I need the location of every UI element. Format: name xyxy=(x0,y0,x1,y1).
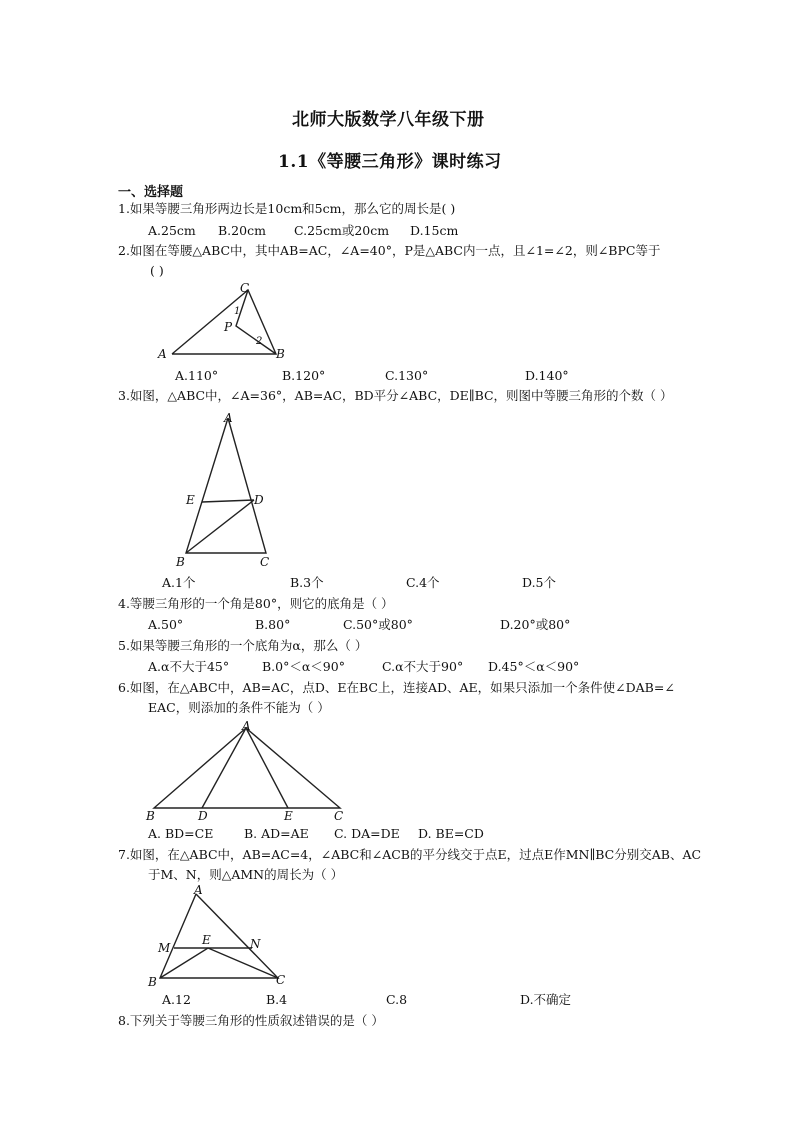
question-1-option-d: D.15cm xyxy=(410,223,459,238)
document-subtitle: 1.1《等腰三角形》课时练习 xyxy=(278,152,502,172)
question-4-option-b: B.80° xyxy=(255,617,291,632)
label-c: C xyxy=(240,281,250,295)
question-7-figure xyxy=(144,884,294,989)
label-b: B xyxy=(146,809,155,823)
label-a: A xyxy=(158,347,167,361)
question-3-option-d: D.5个 xyxy=(522,575,557,590)
label-d: D xyxy=(198,809,208,823)
question-5-option-d: D.45°＜α＜90° xyxy=(488,659,580,674)
label-b: B xyxy=(148,975,157,989)
segment-bd xyxy=(186,500,254,553)
question-1-option-a: A.25cm xyxy=(148,223,196,238)
question-3-figure xyxy=(170,410,290,570)
question-2-option-b: B.120° xyxy=(282,368,326,383)
segment-ad xyxy=(202,728,246,808)
triangle-abc xyxy=(160,894,278,978)
question-1-option-c: C.25cm或20cm xyxy=(294,223,390,238)
question-6-option-d: D. BE=CD xyxy=(418,826,484,841)
segment-ae xyxy=(246,728,288,808)
question-7-option-b: B.4 xyxy=(266,992,288,1007)
question-2-stem-bracket: ( ) xyxy=(150,263,164,278)
label-e: E xyxy=(186,493,195,507)
question-2-figure xyxy=(150,280,290,365)
segment-de xyxy=(202,500,254,502)
question-7-stem-continued: 于M、N，则△AMN的周长为（ ） xyxy=(148,867,344,882)
label-a: A xyxy=(224,411,233,425)
question-2-option-a: A.110° xyxy=(175,368,219,383)
label-c: C xyxy=(276,973,286,987)
question-6-option-b: B. AD=AE xyxy=(244,826,309,841)
question-8-stem: 8.下列关于等腰三角形的性质叙述错误的是（ ） xyxy=(118,1013,384,1028)
question-4-stem: 4.等腰三角形的一个角是80°，则它的底角是（ ） xyxy=(118,596,394,611)
question-7-stem: 7.如图，在△ABC中，AB=AC=4，∠ABC和∠ACB的平分线交于点E，过点E作MN∥BC分别交AB、AC xyxy=(118,847,702,862)
question-3-option-c: C.4个 xyxy=(406,575,440,590)
label-b: B xyxy=(176,555,185,569)
label-p: P xyxy=(224,320,233,334)
label-angle-1: 1 xyxy=(234,306,241,317)
question-6-figure xyxy=(140,718,365,823)
question-6-stem-continued: EAC，则添加的条件不能为（ ） xyxy=(148,700,330,715)
question-2-option-d: D.140° xyxy=(525,368,569,383)
label-angle-2: 2 xyxy=(256,336,263,347)
question-6-option-a: A. BD=CE xyxy=(148,826,214,841)
label-n: N xyxy=(250,937,261,951)
label-b: B xyxy=(276,347,285,361)
label-d: D xyxy=(254,493,264,507)
question-2-option-c: C.130° xyxy=(385,368,429,383)
label-e: E xyxy=(284,809,293,823)
label-m: M xyxy=(158,941,171,955)
question-1-stem: 1.如果等腰三角形两边长是10cm和5cm，那么它的周长是( ) xyxy=(118,201,456,216)
label-a: A xyxy=(242,719,251,733)
question-4-option-d: D.20°或80° xyxy=(500,617,571,632)
question-6-option-c: C. DA=DE xyxy=(334,826,400,841)
triangle-abc xyxy=(186,418,266,553)
label-c: C xyxy=(260,555,270,569)
question-4-option-c: C.50°或80° xyxy=(343,617,413,632)
triangle-abc xyxy=(154,728,340,808)
question-1-option-b: B.20cm xyxy=(218,223,266,238)
question-7-option-d: D.不确定 xyxy=(520,992,572,1007)
question-3-option-b: B.3个 xyxy=(290,575,324,590)
question-5-option-b: B.0°＜α＜90° xyxy=(262,659,345,674)
label-a: A xyxy=(194,883,203,897)
document-title: 北师大版数学八年级下册 xyxy=(292,110,485,130)
question-5-option-a: A.α不大于45° xyxy=(148,659,230,674)
question-7-option-a: A.12 xyxy=(162,992,191,1007)
question-5-stem: 5.如果等腰三角形的一个底角为α，那么（ ） xyxy=(118,638,368,653)
question-5-option-c: C.α不大于90° xyxy=(382,659,464,674)
question-3-stem: 3.如图，△ABC中，∠A=36°，AB=AC，BD平分∠ABC，DE∥BC，则图中等腰三角形的个数（ ） xyxy=(118,388,673,403)
label-c: C xyxy=(334,809,344,823)
question-6-stem: 6.如图，在△ABC中，AB=AC，点D、E在BC上，连接AD、AE，如果只添加一个条件使∠DAB=∠ xyxy=(118,680,675,695)
segments-be-ce xyxy=(160,948,278,978)
question-7-option-c: C.8 xyxy=(386,992,408,1007)
question-2-stem: 2.如图在等腰△ABC中，其中AB=AC，∠A=40°，P是△ABC内一点，且∠1=∠2，则∠BPC等于 xyxy=(118,243,661,258)
question-3-option-a: A.1个 xyxy=(162,575,196,590)
section-heading: 一、选择题 xyxy=(118,185,184,200)
question-4-option-a: A.50° xyxy=(148,617,184,632)
label-e: E xyxy=(202,933,211,947)
